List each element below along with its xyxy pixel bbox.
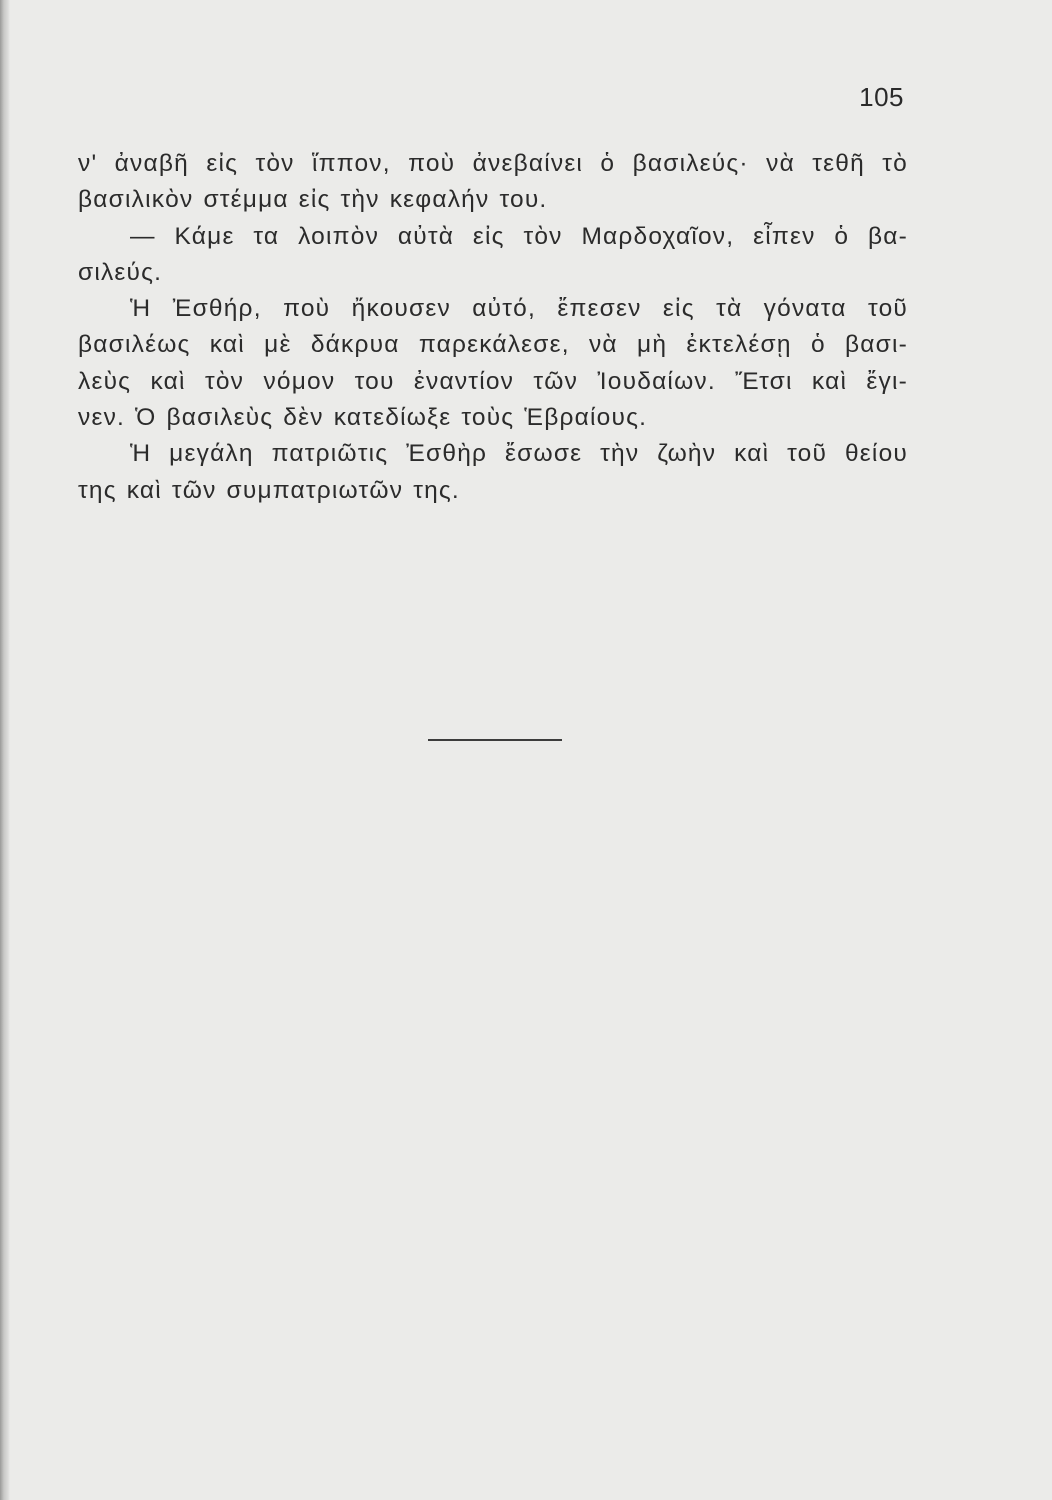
- text-line-7: λεὺς καὶ τὸν νόμον του ἐναντίον τῶν Ἰουδαίων. Ἔτσι καὶ ἔγι-: [78, 367, 908, 395]
- text-line-6: βασιλέως καὶ μὲ δάκρυα παρεκάλεσε, νὰ μὴ ἐκτελέσῃ ὁ βασι-: [78, 331, 908, 359]
- text-line-8: νεν. Ὁ βασιλεὺς δὲν κατεδίωξε τοὺς Ἑβραίους.: [78, 404, 648, 432]
- body-text: [78, 146, 908, 509]
- text-line-9: Ἡ μεγάλη πατριῶτις Ἐσθὴρ ἔσωσε τὴν ζωὴν καὶ τοῦ θείου: [130, 440, 908, 468]
- page-binding-edge: [0, 0, 10, 1500]
- section-separator-rule: [428, 739, 562, 741]
- text-line-1: ν' ἀναβῆ εἰς τὸν ἵππον, ποὺ ἀνεβαίνει ὁ βασιλεύς· νὰ τεθῆ τὸ: [78, 150, 908, 177]
- text-line-2: βασιλικὸν στέμμα εἰς τὴν κεφαλήν του.: [78, 186, 548, 214]
- text-line-10: της καὶ τῶν συμπατριωτῶν της.: [78, 476, 460, 504]
- text-line-4: σιλεύς.: [78, 258, 163, 286]
- page-number: 105: [859, 82, 904, 112]
- text-line-5: Ἡ Ἐσθήρ, ποὺ ἤκουσεν αὐτό, ἔπεσεν εἰς τὰ γόνατα τοῦ: [130, 295, 908, 323]
- text-line-3: — Κάμε τα λοιπὸν αὐτὰ εἰς τὸν Μαρδοχαῖον, εἶπεν ὁ βα-: [130, 222, 908, 250]
